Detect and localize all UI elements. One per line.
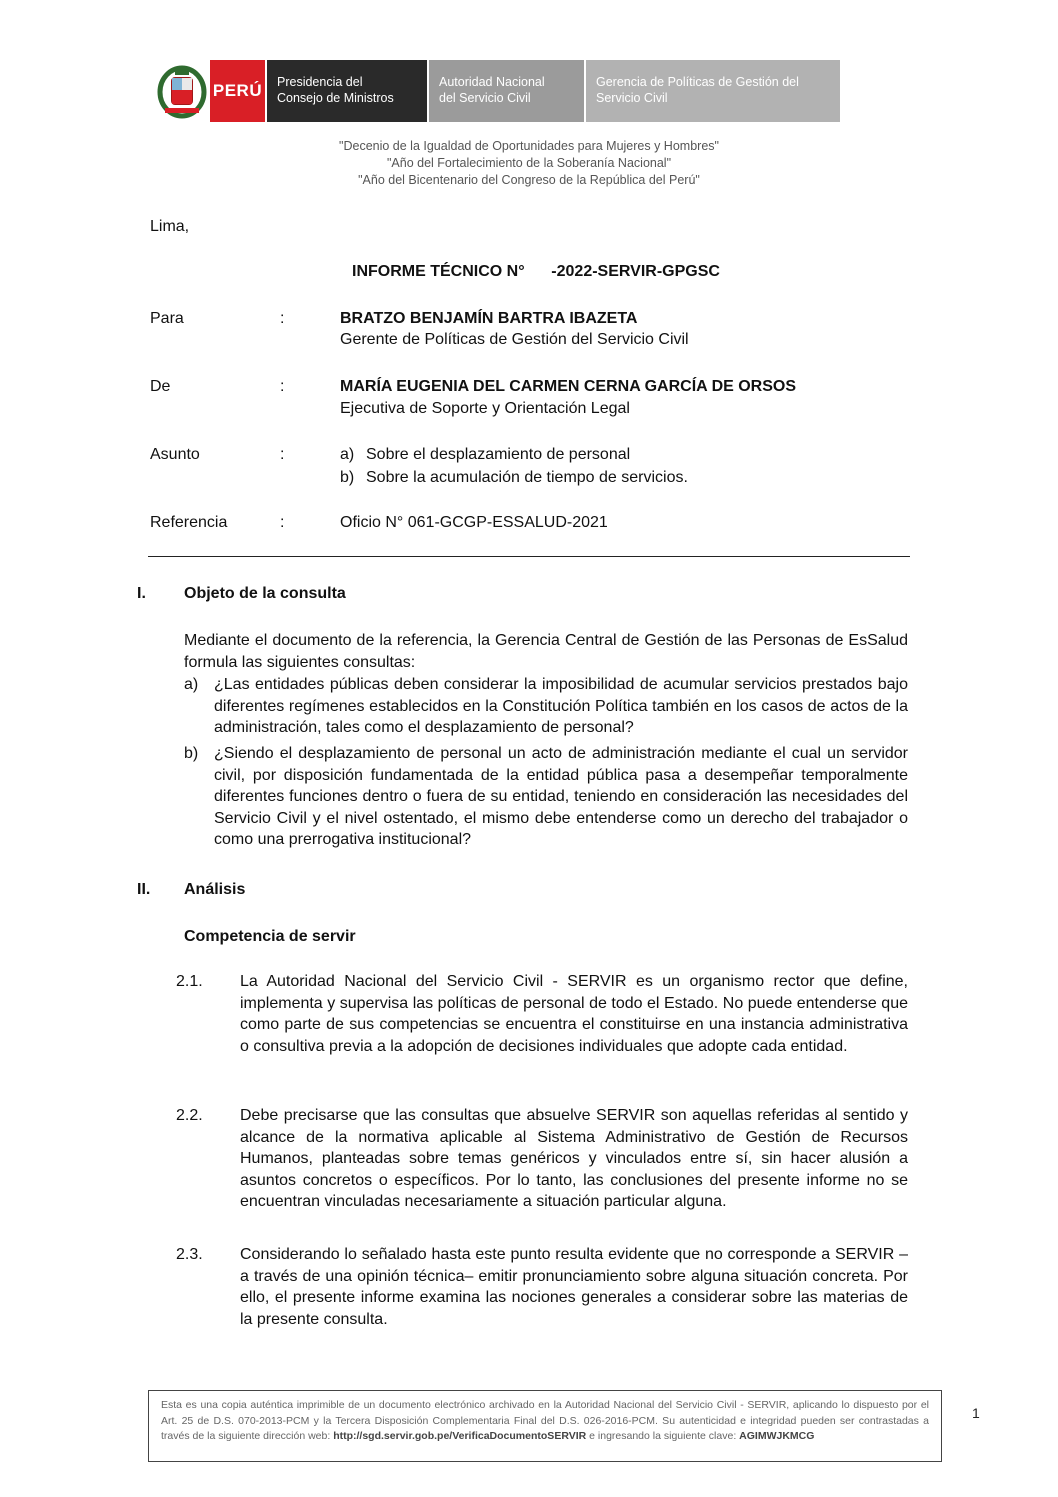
header-divider bbox=[148, 556, 910, 557]
de-colon: : bbox=[280, 378, 285, 395]
section1-title: Objeto de la consulta bbox=[184, 585, 346, 602]
ref-value: Oficio N° 061-GCGP-ESSALUD-2021 bbox=[340, 514, 608, 531]
place-date: Lima, bbox=[150, 218, 190, 235]
paragraph-2-3: Considerando lo señalado hasta este punto resulta evidente que no corresponde a SERVIR –a través de una opinión técnica– emitir pronunciamiento sobre alguna situación concreta. Por ello, el presente informe examina las nociones generales a considerar sobre las materias de la presente consulta. bbox=[240, 1246, 908, 1328]
paragraph-2-2: Debe precisarse que las consultas que absuelve SERVIR son aquellas referidas al sentido y alcance de la normativa aplicable al Sistema Administrativo de Gestión de Recursos Humanos, planteadas sobre temas genéricos y vinculados entre sí, sin hacer alusión a asuntos concretos o específicos. Por lo tanto, las conclusiones del presente informe no se encuentran vinculadas necesariamente a situación particular alguna. bbox=[240, 1107, 908, 1210]
section1-intro: Mediante el documento de la referencia, la Gerencia Central de Gestión de las Personas de EsSalud formula las siguientes consultas: bbox=[184, 632, 908, 671]
footer-text-2: e ingresando la siguiente clave: bbox=[586, 1430, 740, 1442]
paragraph-2-1: La Autoridad Nacional del Servicio Civil - SERVIR es un organismo rector que define, implementa y supervisa las políticas de personal de todo el Estado. No puede entenderse que como parte de sus competencias se encuentra el constituirse en una instancia administrativa o consultiva previa a la adopción de decisiones individuales que adopte cada entidad. bbox=[240, 973, 908, 1055]
question-a: ¿Las entidades públicas deben considerar la imposibilidad de acumular servicios prestados bajo diferentes regímenes establecidos en la Constitución Política también en los casos de actos de la administración, tales como el desplazamiento de personal? bbox=[214, 676, 908, 736]
section2-subtitle: Competencia de servir bbox=[184, 928, 356, 945]
gerencia-box bbox=[586, 60, 840, 122]
header-banner bbox=[155, 60, 845, 122]
paragraph-2-3-number: 2.3. bbox=[176, 1246, 203, 1263]
asunto-a: Sobre el desplazamiento de personal bbox=[366, 446, 631, 463]
coat-of-arms-icon bbox=[155, 62, 210, 120]
year-mottos bbox=[0, 138, 1058, 189]
para-role: Gerente de Políticas de Gestión del Servicio Civil bbox=[340, 331, 689, 348]
de-name: MARÍA EUGENIA DEL CARMEN CERNA GARCÍA DE ORSOS bbox=[340, 378, 797, 395]
section2-title: Análisis bbox=[184, 881, 246, 898]
question-a-mark: a) bbox=[184, 676, 199, 693]
asunto-colon: : bbox=[280, 446, 285, 463]
pcm-line2: Consejo de Ministros bbox=[277, 91, 394, 105]
report-title: INFORME TÉCNICO N° -2022-SERVIR-GPGSC bbox=[352, 263, 720, 280]
gerencia-line2: Servicio Civil bbox=[596, 91, 668, 105]
pcm-box bbox=[267, 60, 427, 122]
paragraph-2-2-number: 2.2. bbox=[176, 1107, 203, 1124]
motto-bicentenary: "Año del Bicentenario del Congreso de la República del Perú" bbox=[358, 173, 700, 187]
pcm-line1: Presidencia del bbox=[277, 75, 363, 89]
page-number: 1 bbox=[972, 1405, 980, 1421]
peru-badge: PERÚ bbox=[210, 60, 265, 122]
para-name: BRATZO BENJAMÍN BARTRA IBAZETA bbox=[340, 310, 638, 327]
asunto-a-mark: a) bbox=[340, 446, 355, 463]
para-label: Para bbox=[150, 310, 184, 327]
servir-box bbox=[429, 60, 584, 122]
footer-text: Esta es una copia auténtica imprimible de un documento electrónico archivado en la Autoridad Nacional del Servicio Civil - SERVIR, aplicando lo dispuesto por el Art. 25 de D.S. 070-2013-PCM y la Tercera Disposición Complementaria Final del D.S. 026-2016-PCM. Su autenticidad e integridad pueden ser contrastadas a través de la siguiente dirección web: bbox=[161, 1399, 929, 1442]
ref-label: Referencia bbox=[150, 514, 228, 531]
para-colon: : bbox=[280, 310, 285, 327]
motto-year: "Año del Fortalecimiento de la Soberanía Nacional" bbox=[386, 156, 672, 170]
ref-colon: : bbox=[280, 514, 285, 531]
verification-key: AGIMWJKMCG bbox=[739, 1430, 815, 1442]
asunto-b: Sobre la acumulación de tiempo de servicios. bbox=[366, 469, 688, 486]
motto-decade: "Decenio de la Igualdad de Oportunidades para Mujeres y Hombres" bbox=[339, 139, 719, 153]
verification-url[interactable]: http://sgd.servir.gob.pe/VerificaDocumentoSERVIR bbox=[333, 1430, 587, 1442]
de-label: De bbox=[150, 378, 171, 395]
de-role: Ejecutiva de Soporte y Orientación Legal bbox=[340, 400, 630, 417]
section1-number: I. bbox=[137, 585, 146, 602]
question-b-mark: b) bbox=[184, 745, 199, 762]
gerencia-line1: Gerencia de Políticas de Gestión del bbox=[596, 75, 799, 89]
asunto-label: Asunto bbox=[150, 446, 200, 463]
paragraph-2-1-number: 2.1. bbox=[176, 973, 203, 990]
section2-number: II. bbox=[137, 881, 151, 898]
question-b: ¿Siendo el desplazamiento de personal un acto de administración mediante el cual un servidor civil, por disposición fundamentada de la entidad pública pasa a desempeñar temporalmente diferentes funciones dentro o fuera de su entidad, teniendo en consideración las necesidades del Servicio Civil y el nivel ostentado, el mismo debe entenderse como un derecho del trabajador o como una prerrogativa institucional? bbox=[214, 745, 908, 848]
servir-line2: del Servicio Civil bbox=[439, 91, 531, 105]
servir-line1: Autoridad Nacional bbox=[439, 75, 545, 89]
authenticity-footer bbox=[148, 1390, 942, 1462]
asunto-b-mark: b) bbox=[340, 469, 355, 486]
